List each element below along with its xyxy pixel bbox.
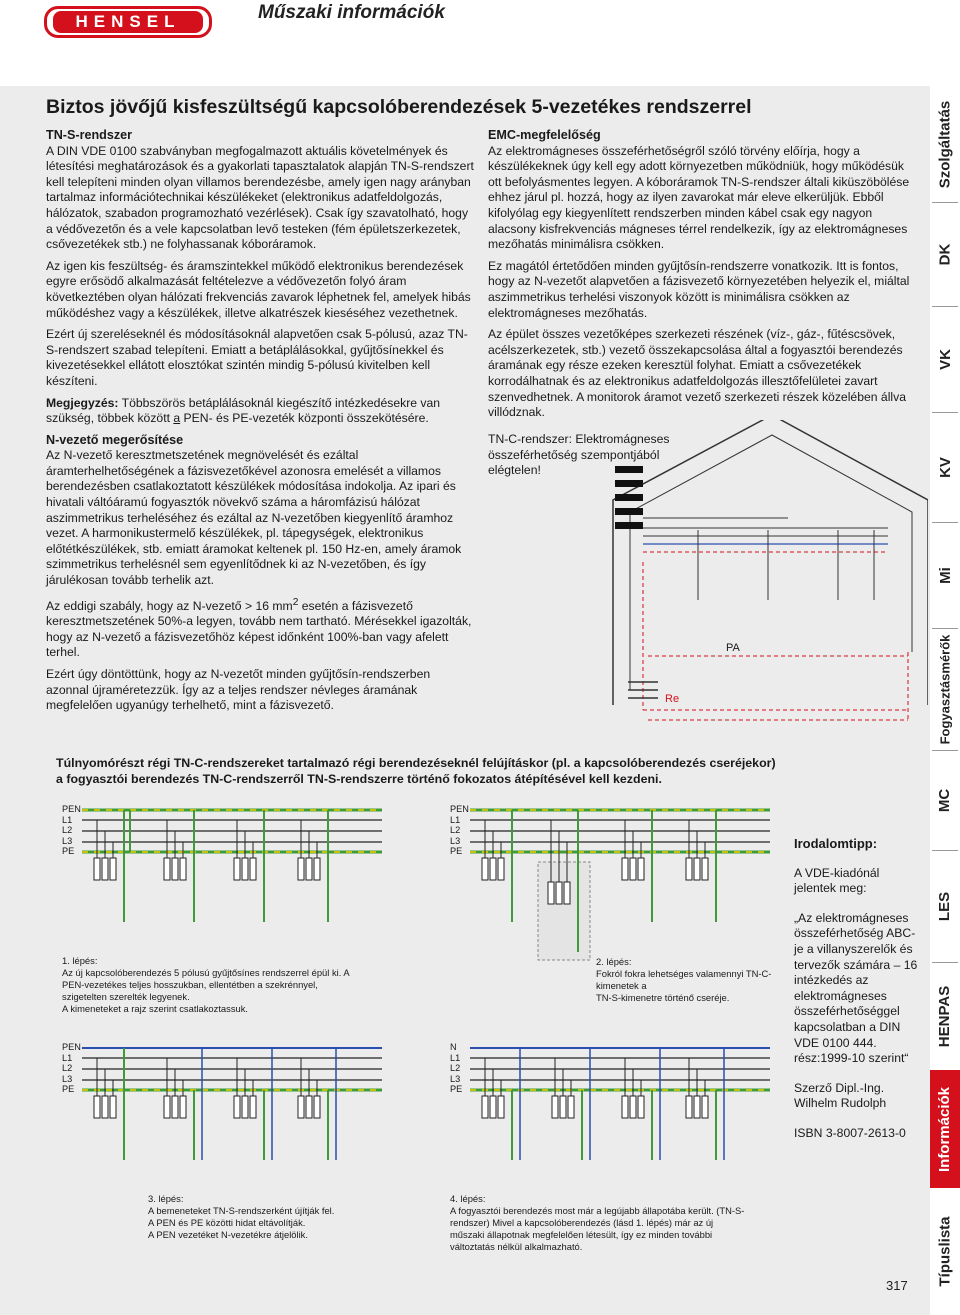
n-paragraph-1: Az N-vezető keresztmetszetének megnövelését és ezáltal áramterhelhetőségének a fázisvezetőkével azonosra emelését a villamos berendezésben csatlakoztatott készülékek módosítása indokolja. Az ipari és hivatali váltóáramú fogyasztók növekvő száma a háromfázisú hálózat aszimmetrikus terheléséhez és ezáltal az N-vezetőben kiegyenlítő áramhoz vezet. A harmonikustermelő készülékek, pl. tápegységek, elektronikus előtétkészülékek, stb. emiatt áramokat keltenek pl. 150 Hz-en, amely áramok szimmetrikus terhelésnél sem egyenlítődnek ki az N-vezetőben, és így járulékosan tovább terhelik azt.: [46, 448, 462, 588]
step4-label-pe: PE: [450, 1084, 463, 1095]
step4-label-l3: L3: [450, 1073, 461, 1084]
tab-informaciok[interactable]: Információk: [930, 1070, 960, 1188]
step3-label-pe: PE: [62, 1084, 75, 1095]
step3-text: [148, 1193, 388, 1241]
emc-paragraph-2: Ez magától értetődően minden gyűjtősín-rendszerre vonatkozik. Itt is fontos, hogy az N-vezetőt alapvetően a fázisvezető környezetében helyezik el, miáltal aszimmetrikus terhelési viszonyok között is minimálisra csökken az elektromágneses mezőhatás.: [488, 258, 910, 320]
n-p5a: Az eddigi szabály, hogy az N-vezető > 16 mm: [46, 598, 293, 613]
n-p5sup: 2: [292, 596, 299, 608]
step1-label-pe: PE: [62, 846, 75, 857]
step3-label-l3: L3: [62, 1073, 73, 1084]
step3-line-2: A PEN és PE közötti hidat eltávolítják.: [148, 1217, 306, 1228]
n-paragraph-2: [46, 595, 474, 661]
tab-mc[interactable]: MC: [936, 788, 954, 812]
house-outline: [613, 420, 928, 705]
emc-paragraph-3: Az épület összes vezetőképes szerkezeti részének (víz-, gáz-, fűtéscsövek, acélszerkezetek, stb.) vezető összekapcsolása által a fogyasztói berendezés áramának egy része ezeken keresztül folyhat. Emiatt a csővezetékek korrodálhatnak és az elektronikus adatfeldolgozás illesztőfelületei zavart szenvedhetnek. A monitorok áramot vezető szerkezeti részek közelében állva villódznak.: [488, 327, 906, 420]
building-caption: TN-C-rendszer: Elektromágneses összeférhetőség szempontjából elégtelen!: [488, 432, 670, 478]
step2-label-pe: PE: [450, 846, 463, 857]
n-heading: N-vezető megerősítése: [46, 432, 184, 447]
step3-svg: [62, 1040, 382, 1200]
emc-heading: EMC-megfelelőség: [488, 128, 601, 142]
n-paragraph-3: Ezért úgy döntöttünk, hogy az N-vezetőt minden gyűjtősín-rendszerben azonnal újraméretezzük. Így az a teljes rendszer névleges áramának megfelelően ugyanúgy terhelhető, mint a fázisvezető.: [46, 667, 431, 713]
note-text-b: PEN- és PE-vezeték központi összekötésére.: [180, 411, 429, 426]
page-number: 317: [886, 1278, 908, 1293]
step2-diagram: [450, 802, 770, 972]
step4-label-n: N: [450, 1042, 457, 1052]
tab-szolgaltatas[interactable]: Szolgáltatás: [936, 100, 954, 188]
tab-dk[interactable]: DK: [936, 243, 954, 265]
step3-label-l2: L2: [62, 1063, 73, 1074]
step4-text: [450, 1193, 750, 1253]
literature-tip: [794, 836, 924, 1156]
tab-henpas[interactable]: HENPAS: [936, 985, 954, 1047]
literature-p1: A VDE-kiadónál jelentek meg:: [794, 865, 880, 896]
transition-statement: Túlnyomórészt régi TN-C-rendszereket tartalmazó régi berendezéseknél felújításkor (pl. a kapcsolóberendezés cseréjekor) a fogyasztói berendezés TN-C-rendszerről TN-S-rendszerre történő fokozatos átépítésével kell kezdeni.: [56, 756, 776, 786]
note-label: Megjegyzés:: [46, 395, 119, 410]
step3-label-l1: L1: [62, 1052, 73, 1063]
step4-line-1: A fogyasztói berendezés most már a legújabb állapotába került. (TN-S-rendszer) Mivel a kapcsolóberendezés (lásd 1. lépés) már az új műszaki állapotnak megfelelően létesült, így ez minden további változtatás nélkül alkalmazható.: [450, 1205, 745, 1252]
logo-text: HENSEL: [53, 11, 203, 33]
step3-label-pen: PEN: [62, 1042, 81, 1052]
tab-vk[interactable]: VK: [936, 348, 954, 370]
step2-line-1: Fokról fokra lehetséges valamennyi TN-C-kimenetek a: [596, 968, 772, 991]
step1-diagram: [62, 802, 382, 952]
note-text-a: Többszörös betáplálásoknál kiegészítő intézkedésekre van szükség, többek között: [46, 395, 441, 426]
tns-heading: TN-S-rendszer: [46, 128, 133, 142]
step4-label-l1: L1: [450, 1052, 461, 1063]
tab-mi[interactable]: Mi: [936, 566, 954, 584]
building-diagram: [488, 420, 928, 730]
step1-title: 1. lépés:: [62, 955, 98, 966]
step1-label-l2: L2: [62, 825, 73, 836]
step3-line-3: A PEN vezetéket N-vezetékre átjelölik.: [148, 1229, 308, 1240]
step1-label-l1: L1: [62, 814, 73, 825]
re-label: Re: [665, 693, 680, 705]
tns-paragraph-1: A DIN VDE 0100 szabványban megfogalmazott aktuális követelmények és létesítési meghatározások és a gyakorlati tapasztalatok alapján TN-S-rendszert kell telepíteni minden olyan villamos berendezésbe, amely igen nagy arányban tartalmaz információtechnikai készülékeket (elektronikus adatfeldolgozás, hálózatok, szabadon programozható vezérlések). Csak így szavatolható, hogy a védővezetőn és a vele kapcsolatban levő testeken (fém épületszerkezetek, csővezetékek stb.) ne folyhassanak kóboráramok.: [46, 143, 474, 252]
hensel-logo: [44, 6, 212, 38]
tab-fogyasztasmerok[interactable]: Fogyasztásmérők: [937, 634, 953, 744]
building-svg: [488, 420, 928, 730]
tns-paragraph-2: Az igen kis feszültség- és áramszintekkel működő elektronikus berendezések egyre erősödő alkalmazását feltételezve a védővezetőn folyó áram következtében olyan hálózati frekvenciás zavarok léphetnek fel, amelyek hibás működéshez vagy a készülékek, illetve alkatrészek kieséséhez vezethetnek.: [46, 258, 471, 320]
step1-label-l3: L3: [62, 835, 73, 846]
emc-paragraph-1: Az elektromágneses összeférhetőségről szóló törvény előírja, hogy a készülékeknek úgy kell egy adott környezetben működniük, hogy működésük ott befolyásmentes legyen. A kóboráramok TN-S-rendszer általi kiküszöbölése ehhez járul pl. hozzá, hogy az ilyen zavarokat már eleve elkerüljük. Ebből kifolyólag egy kiegyenlített rendszerben minden kábel csak egy nagyon alacsony kisfrekvenciás mágneses térrel rendelkezik, így az elektromágneses mezőhatás minimálisra csökken.: [488, 143, 910, 252]
step1-label-pen: PEN: [62, 804, 81, 814]
step2-label-l2: L2: [450, 825, 461, 836]
tab-kv[interactable]: KV: [936, 456, 954, 478]
page-title: Biztos jövőjű kisfeszültségű kapcsolóberendezések 5-vezetékes rendszerrel: [46, 96, 752, 118]
tab-tipuslista[interactable]: Típuslista: [936, 1216, 954, 1287]
step2-svg: [450, 802, 770, 972]
step4-diagram: [450, 1040, 770, 1190]
busbar-2: [615, 480, 643, 487]
left-column: [46, 128, 474, 720]
step2-label-pen: PEN: [450, 804, 469, 814]
step1-text: [62, 955, 362, 1015]
literature-heading: Irodalomtipp:: [794, 836, 878, 851]
step1-line-1: Az új kapcsolóberendezés 5 pólusú gyűjtősínes rendszerrel épül ki. A PEN-vezetékes teljes hosszukban, ellentétben a szekrénnyel, szigetelten szerelték legyenek.: [62, 967, 350, 1002]
busbar-3: [615, 494, 643, 501]
literature-p4: ISBN 3-8007-2613-0: [794, 1125, 906, 1140]
step2-label-l1: L1: [450, 814, 461, 825]
literature-p2: „Az elektromágneses összeférhetőség ABC-je a villanyszerelők és tervezők számára – 16 intézkedés az elektromágneses összeférhetőséggel kapcsolatban a DIN VDE 0100 444. rész:1999-10 szerint“: [794, 910, 918, 1066]
step4-svg: [450, 1040, 770, 1190]
step3-diagram: [62, 1040, 382, 1200]
busbar-1: [615, 466, 643, 473]
step4-title: 4. lépés:: [450, 1193, 486, 1204]
busbar-5: [615, 522, 643, 529]
step2-title: 2. lépés:: [596, 956, 632, 967]
step2-text: [596, 956, 796, 1004]
step2-line-2: TN-S-kimenetre történő cseréje.: [596, 992, 730, 1003]
right-column: [488, 128, 916, 427]
busbar-4: [615, 508, 643, 515]
step3-title: 3. lépés:: [148, 1193, 184, 1204]
step3-line-1: A bemeneteket TN-S-rendszerként újítják fel.: [148, 1205, 335, 1216]
note-underlined: a: [173, 411, 181, 426]
step1-svg: [62, 802, 382, 952]
literature-p3: Szerző Dipl.-Ing. Wilhelm Rudolph: [794, 1080, 887, 1111]
tab-les[interactable]: LES: [936, 891, 954, 921]
step4-label-l2: L2: [450, 1063, 461, 1074]
n-p5b: esetén a fázisvezető keresztmetszetének 50%-a legyen, tovább nem tartható. Mérésekkel igazolták, hogy az N-vezető a fázisvezetőhöz képest időnként 100%-ban vagy afelett terhel.: [46, 598, 472, 660]
step2-label-l3: L3: [450, 835, 461, 846]
header-title: Műszaki információk: [258, 2, 445, 23]
tns-paragraph-3: Ezért új szereléseknél és módosításoknál alapvetően csak 5-pólusú, azaz TN-S-rendszert szabad telepíteni. Emiatt a betáplálásokkal, gyűjtősínekkel és kivezetésekkel ellátott elosztókat szintén mindig 5-pólusú kivitelben kell készíteni.: [46, 327, 468, 388]
note-paragraph: [46, 396, 474, 427]
pa-label: PA: [726, 642, 740, 654]
house-inner: [630, 435, 912, 690]
step1-line-2: A kimeneteket a rajz szerint csatlakoztassuk.: [62, 1003, 249, 1014]
